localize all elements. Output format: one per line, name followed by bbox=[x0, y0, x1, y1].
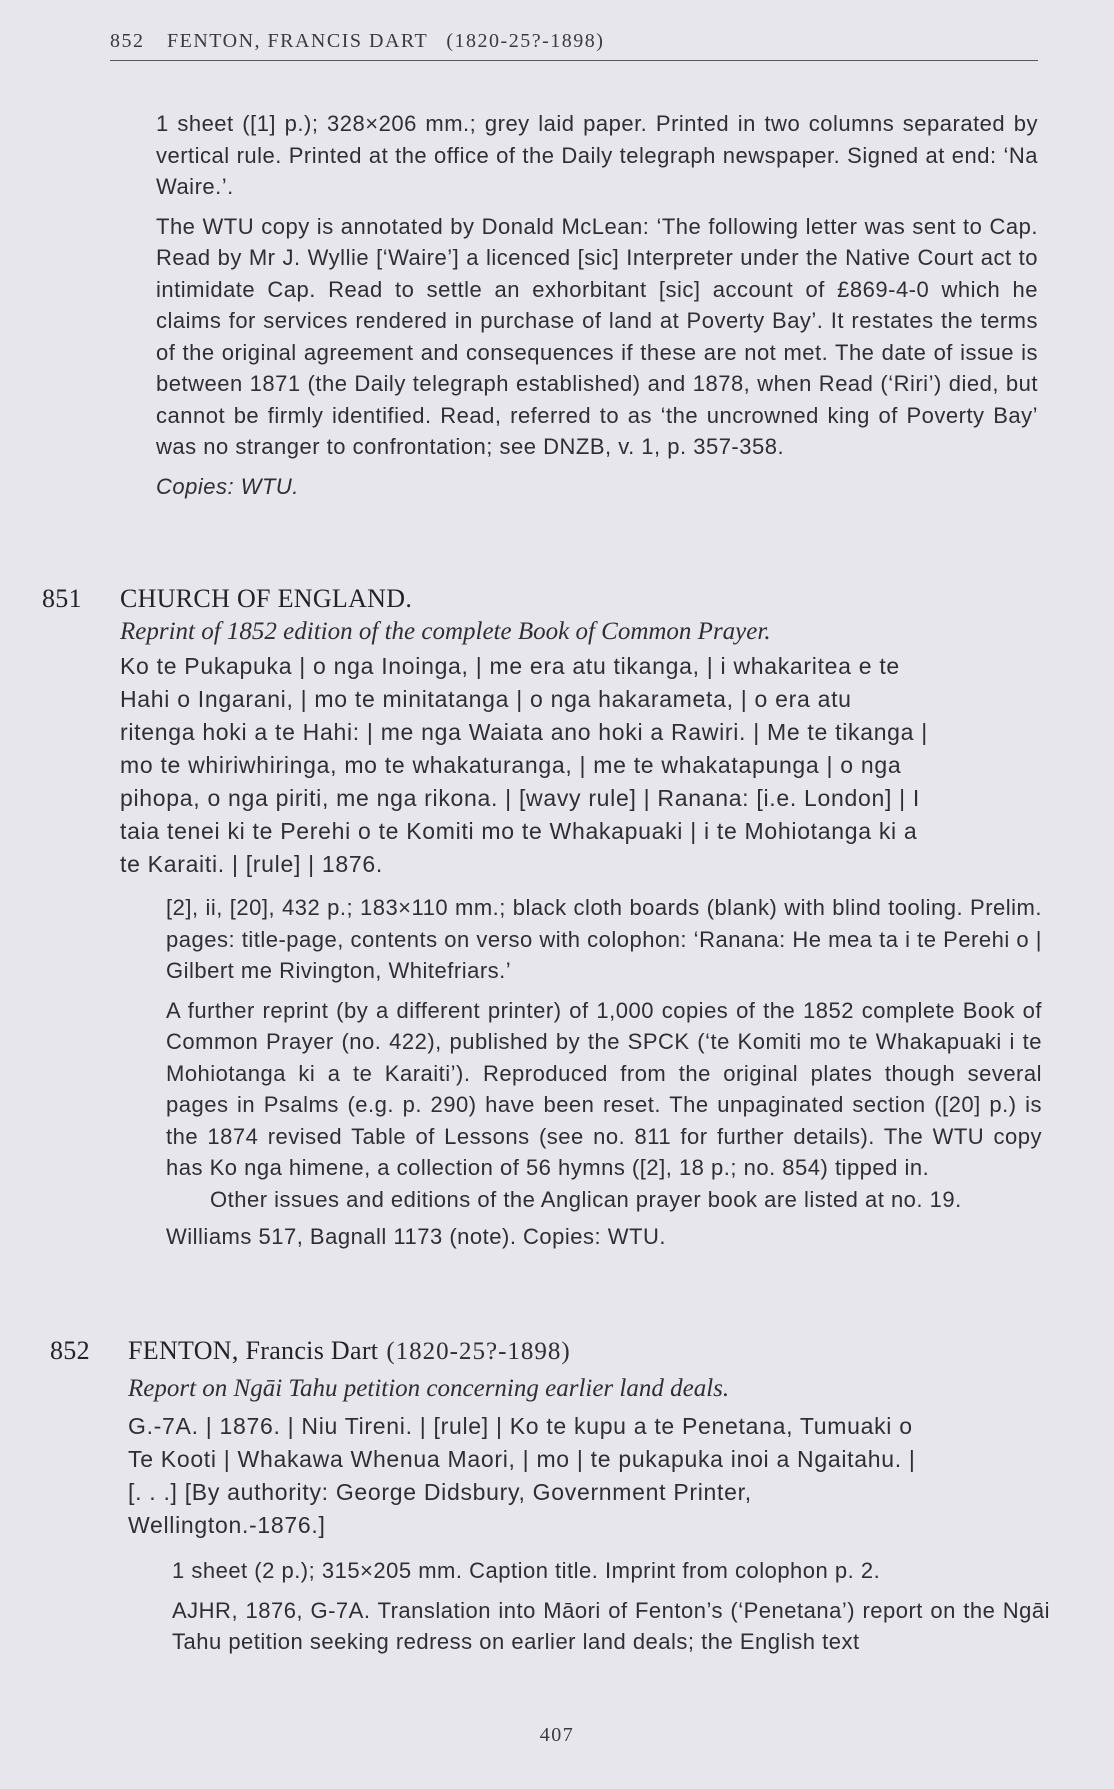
transcription-line: Wellington.-1876.] bbox=[128, 1512, 326, 1538]
entry-852-collation: 1 sheet (2 p.); 315×205 mm. Caption title. Imprint from colophon p. 2. bbox=[172, 1558, 881, 1583]
entry-852-title: Report on Ngāi Tahu petition concerning earlier land deals. bbox=[128, 1375, 730, 1402]
transcription-line: pihopa, o nga piriti, me nga rikona. | [wavy rule] | Ranana: [i.e. London] | I bbox=[120, 785, 921, 811]
entry-851-author: CHURCH OF ENGLAND. bbox=[120, 584, 413, 613]
entry-852-transcription bbox=[128, 1410, 1038, 1542]
entry-852-note: AJHR, 1876, G-7A. Translation into Māori of Fenton’s (‘Penetana’) report on the Ngāi Tahu petition seeking redress on earlier land deals; the English text bbox=[172, 1597, 1050, 1654]
continuation-block bbox=[156, 108, 1038, 510]
transcription-line: taia tenei ki te Perehi o te Komiti mo te Whakapuaki | i te Mohiotanga ki a bbox=[120, 818, 918, 844]
transcription-line: Hahi o Ingarani, | mo te minitatanga | o nga hakarameta, | o era atu bbox=[120, 686, 852, 712]
entry-851-heading bbox=[42, 584, 412, 614]
transcription-line: Te Kooti | Whakawa Whenua Maori, | mo | te pukapuka inoi a Ngaitahu. | bbox=[128, 1446, 916, 1472]
entry-852-heading bbox=[50, 1336, 571, 1366]
entry-851-references: Williams 517, Bagnall 1173 (note). Copies: WTU. bbox=[166, 1224, 666, 1249]
running-head bbox=[110, 30, 1038, 61]
transcription-line: Ko te Pukapuka | o nga Inoinga, | me era atu tikanga, | i whakaritea e te bbox=[120, 653, 900, 679]
entry-851-number: 851 bbox=[42, 584, 82, 613]
entry-852-author: FENTON, Francis Dart bbox=[128, 1336, 379, 1365]
transcription-line: te Karaiti. | [rule] | 1876. bbox=[120, 851, 383, 877]
transcription-line: ritenga hoki a te Hahi: | me nga Waiata ano hoki a Rawiri. | Me te tikanga | bbox=[120, 719, 928, 745]
running-head-page: 852 bbox=[110, 30, 145, 52]
transcription-line: [. . .] [By authority: George Didsbury, Government Printer, bbox=[128, 1479, 752, 1505]
continuation-note: The WTU copy is annotated by Donald McLean: ‘The following letter was sent to Cap. Read by Mr J. Wyllie [‘Waire’] a licenced [sic] Interpreter under the Native Court act to intimidate Cap. Read to settle an exhorbitant [sic] account of £869-4-0 which he claims for services rendered in purchase of land at Poverty Bay’. It restates the terms of the original agreement and consequences if these are not met. The date of issue is between 1871 (the Daily telegraph established) and 1878, when Read (‘Riri’) died, but cannot be firmly identified. Read, referred to as ‘the uncrowned king of Poverty Bay’ was no stranger to confrontation; see DNZB, v. 1, p. 357-358. bbox=[156, 213, 1038, 459]
entry-852-number: 852 bbox=[50, 1336, 90, 1365]
page-number: 407 bbox=[539, 1724, 575, 1746]
transcription-line: mo te whiriwhiringa, mo te whakaturanga, | me te whakatapunga | o nga bbox=[120, 752, 902, 778]
entry-852-dates: (1820-25?-1898) bbox=[386, 1338, 571, 1365]
entry-851-title: Reprint of 1852 edition of the complete Book of Common Prayer. bbox=[120, 618, 771, 645]
entry-851-note: A further reprint (by a different printer) of 1,000 copies of the 1852 complete Book of Common Prayer (no. 422), published by the SPCK (‘te Komiti mo te Whakapuaki i te Mohiotanga ki a te Karaiti’). Reproduced from the original plates though several pages in Psalms (e.g. p. 290) have been reset. The unpaginated section ([20] p.) is the 1874 revised Table of Lessons (see no. 811 for further details). The WTU copy has Ko nga himene, a collection of 56 hymns ([2], 18 p.; no. 854) tipped in. bbox=[166, 997, 1042, 1180]
continuation-copies: Copies: WTU. bbox=[156, 473, 299, 499]
entry-851-other-issues: Other issues and editions of the Anglican prayer book are listed at no. 19. bbox=[210, 1186, 962, 1212]
running-head-text: FENTON, FRANCIS DART bbox=[167, 30, 428, 52]
continuation-description: 1 sheet ([1] p.); 328×206 mm.; grey laid paper. Printed in two columns separated by vertical rule. Printed at the office of the Daily telegraph newspaper. Signed at end: ‘Na Waire.’. bbox=[156, 111, 1038, 199]
entry-852-notes bbox=[172, 1555, 1050, 1666]
transcription-line: G.-7A. | 1876. | Niu Tireni. | [rule] | Ko te kupu a te Penetana, Tumuaki o bbox=[128, 1413, 913, 1439]
running-head-dates: (1820-25?-1898) bbox=[446, 30, 605, 52]
entry-851-collation: [2], ii, [20], 432 p.; 183×110 mm.; black cloth boards (blank) with blind tooling. Prelim. pages: title-page, contents on verso with colophon: ‘Ranana: He mea ta i te Perehi o | Gilbert me Rivington, Whitefriars.’ bbox=[166, 895, 1042, 983]
entry-851-notes bbox=[166, 892, 1042, 1261]
entry-851-transcription bbox=[120, 650, 1040, 881]
